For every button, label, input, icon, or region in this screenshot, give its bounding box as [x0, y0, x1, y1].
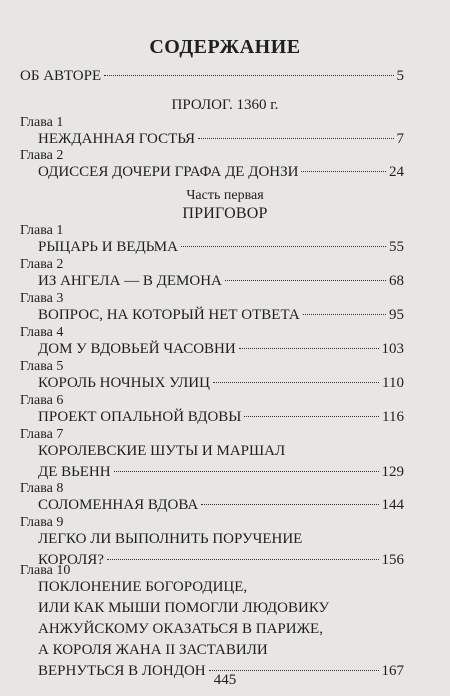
entry-page: 144 [381, 497, 404, 513]
entry-title-line: ПОКЛОНЕНИЕ БОГОРОДИЦЕ, [38, 579, 248, 595]
chapter-label: Глава 4 [20, 325, 64, 340]
chapter-label: Глава 10 [20, 563, 71, 578]
chapter-label: Глава 6 [20, 393, 64, 408]
entry-title: ПРОЕКТ ОПАЛЬНОЙ ВДОВЫ [38, 409, 242, 425]
entry-title-line: КОРОЛЕВСКИЕ ШУТЫ И МАРШАЛ [38, 443, 286, 459]
entry-page: 116 [382, 409, 404, 425]
part-label: Часть первая [186, 188, 264, 203]
entry-title: ИЗ АНГЕЛА — В ДЕМОНА [38, 273, 222, 289]
entry-title-line: ИЛИ КАК МЫШИ ПОМОГЛИ ЛЮДОВИКУ [38, 600, 330, 616]
chapter-label: Глава 5 [20, 359, 64, 374]
entry-page: 167 [381, 663, 404, 679]
chapter-label: Глава 7 [20, 427, 64, 442]
chapter-label: Глава 2 [20, 257, 64, 272]
entry-title: НЕЖДАННАЯ ГОСТЬЯ [38, 131, 196, 147]
toc-entry [38, 407, 404, 428]
dot-leader [225, 280, 386, 281]
dot-leader [244, 416, 379, 417]
dot-leader [181, 246, 386, 247]
entry-page: 68 [389, 273, 404, 289]
entry-page: 95 [389, 307, 404, 323]
chapter-label: Глава 8 [20, 481, 64, 496]
toc-entry [38, 237, 404, 258]
part-title: ПРИГОВОР [182, 205, 268, 222]
entry-page: 7 [396, 131, 404, 147]
toc-entry [38, 577, 404, 682]
chapter-label: Глава 9 [20, 515, 64, 530]
entry-page: 5 [396, 68, 404, 84]
dot-leader [303, 314, 386, 315]
entry-title-line: А КОРОЛЯ ЖАНА II ЗАСТАВИЛИ [38, 642, 268, 658]
entry-title: ДОМ У ВДОВЬЕЙ ЧАСОВНИ [38, 341, 236, 357]
chapter-label: Глава 2 [20, 148, 64, 163]
entry-title: РЫЦАРЬ И ВЕДЬМА [38, 239, 178, 255]
entry-title: СОЛОМЕННАЯ ВДОВА [38, 497, 199, 513]
toc-entry-about [20, 66, 404, 87]
entry-title: ДЕ ВЬЕНН [38, 464, 111, 480]
entry-title: ОДИССЕЯ ДОЧЕРИ ГРАФА ДЕ ДОНЗИ [38, 164, 299, 180]
entry-title: ВОПРОС, НА КОТОРЫЙ НЕТ ОТВЕТА [38, 307, 300, 323]
toc-entry [38, 529, 404, 571]
entry-page: 55 [389, 239, 404, 255]
dot-leader [198, 138, 393, 139]
dot-leader [239, 348, 379, 349]
chapter-label: Глава 1 [20, 223, 64, 238]
dot-leader [201, 504, 378, 505]
entry-page: 156 [381, 552, 404, 568]
dot-leader [213, 382, 379, 383]
toc-entry [38, 495, 404, 516]
contents-heading: СОДЕРЖАНИЕ [149, 36, 301, 58]
toc-entry [38, 271, 404, 292]
entry-title: КОРОЛЬ НОЧНЫХ УЛИЦ [38, 375, 210, 391]
toc-entry [38, 129, 404, 150]
toc-entry [38, 373, 404, 394]
entry-title: КОРОЛЯ? [38, 552, 104, 568]
toc-entry [38, 162, 404, 183]
prologue-heading: ПРОЛОГ. 1360 г. [171, 97, 279, 113]
toc-entry [38, 441, 404, 483]
dot-leader [209, 670, 379, 671]
dot-leader [114, 471, 379, 472]
dot-leader [104, 75, 393, 76]
entry-title: ОБ АВТОРЕ [20, 68, 102, 84]
chapter-label: Глава 1 [20, 115, 64, 130]
entry-title-line: ЛЕГКО ЛИ ВЫПОЛНИТЬ ПОРУЧЕНИЕ [38, 531, 303, 547]
toc-entry [38, 305, 404, 326]
page-number: 445 [213, 672, 237, 688]
entry-page: 24 [389, 164, 404, 180]
entry-title: ВЕРНУТЬСЯ В ЛОНДОН [38, 663, 206, 679]
chapter-label: Глава 3 [20, 291, 64, 306]
dot-leader [301, 171, 386, 172]
entry-page: 129 [381, 464, 404, 480]
entry-title-line: АНЖУЙСКОМУ ОКАЗАТЬСЯ В ПАРИЖЕ, [38, 621, 323, 637]
toc-entry [38, 339, 404, 360]
entry-page: 103 [381, 341, 404, 357]
dot-leader [107, 559, 379, 560]
entry-page: 110 [382, 375, 404, 391]
